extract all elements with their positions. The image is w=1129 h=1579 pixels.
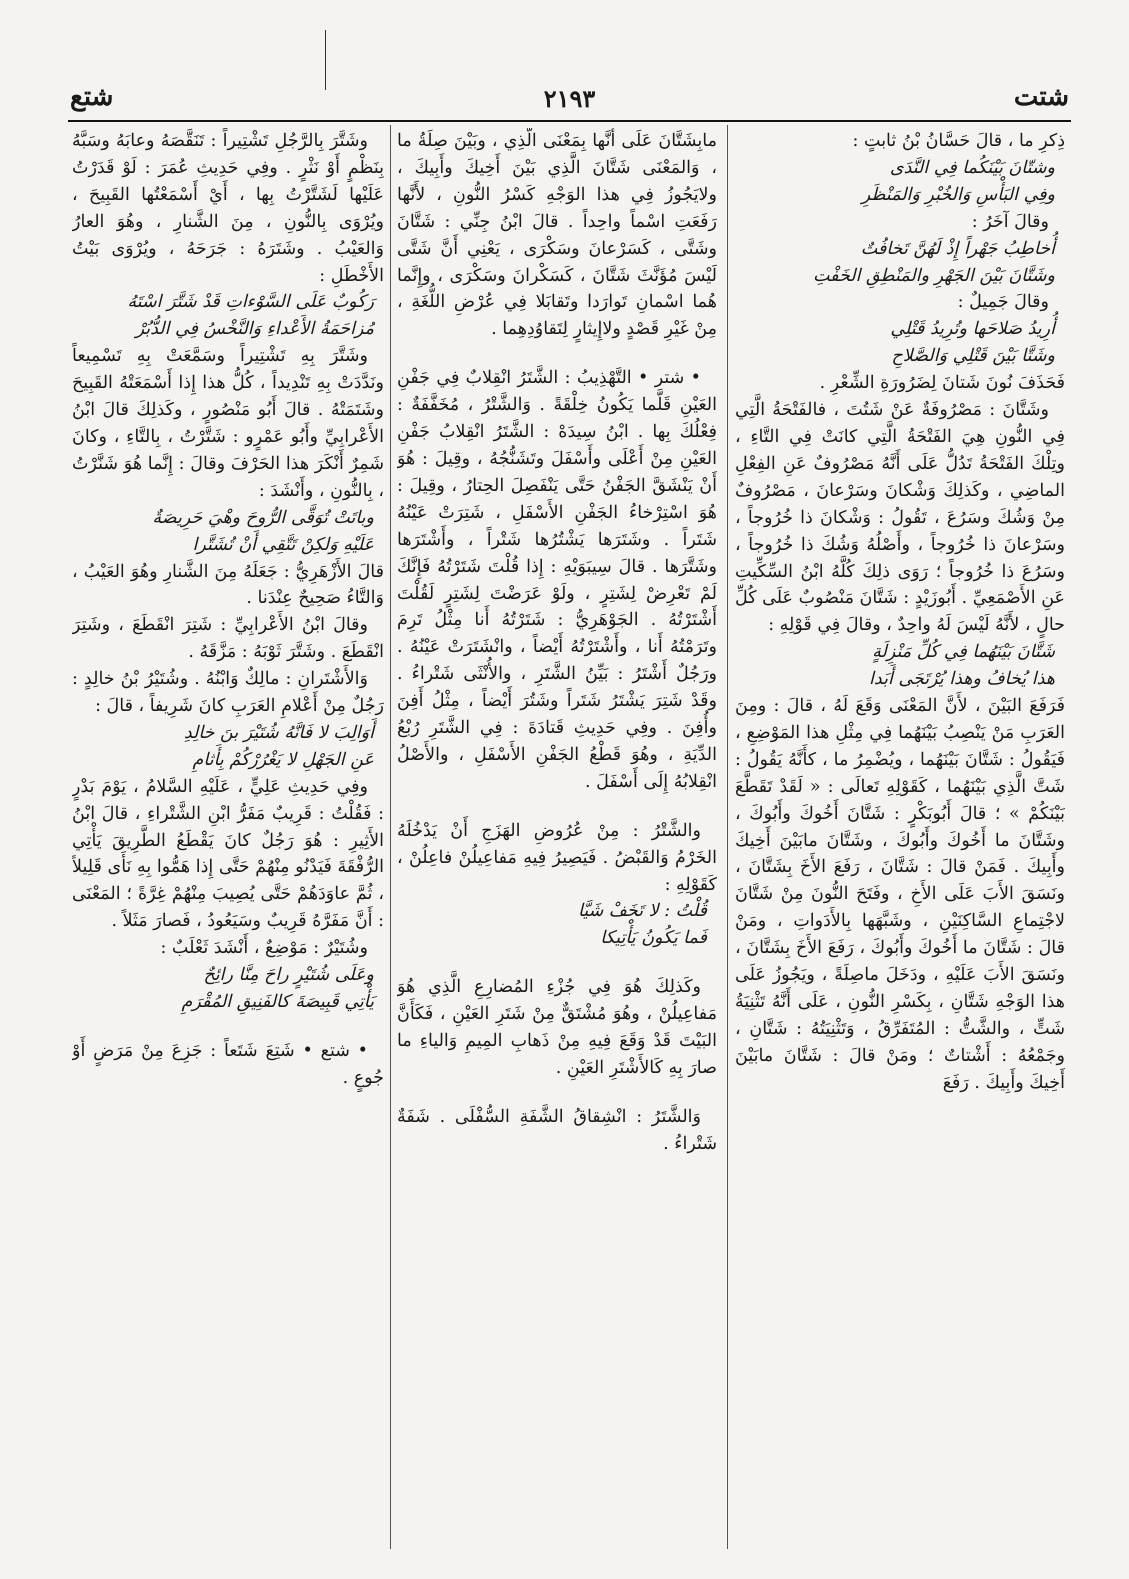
verse-line: وشتّانَ بَيْنَكُما فِي النَّدَى <box>889 157 1055 178</box>
scan-mark <box>325 30 326 90</box>
paragraph: وقالَ ابْنُ الأَعْرابِيِّ : شَتِرَ انْقَطَعَ ، وشَتِرَ انْقَطَعَ . وشَتَّرَ ثَوْبَهُ : مَزَّقَهُ . <box>72 615 384 663</box>
verse-line: عَلَيْهِ وَلكِنْ تَتَّقِي أَنْ تُشَتَّرا <box>192 534 374 555</box>
page-number: ٢١٩٣ <box>543 84 596 113</box>
paragraph: وشُتَيْرٌ : مَوْضِعٌ ، أَنْشَدَ ثَعْلَبٌ : <box>160 938 368 959</box>
verse-line: شَتَّانَ بَيْنَهُما فِي كُلِّ مَنْزِلَةٍ <box>872 642 1055 663</box>
header-rule <box>68 120 1071 122</box>
paragraph: وشَتَّرَ بِهِ تَشْتِيراً وسَمَّعَتْ بِهِ تَسْمِيعاً ونَدَّدَتْ بِهِ تَنْدِيداً ، كُلُّ هذا إِذا أَسْمَعَتْهُ القَبِيحَ وشَتَمَتْهُ . قالَ أَبُو مَنْصُورٍ ، وكَذلِكَ قالَ ابْنُ الأَعْرابِيِّ وأَبُو عَمْرٍو : شَتَّرْتُ ، بِالتَّاءِ ، وكانَ شَمِرٌ أَنْكَرَ هذا الحَرْفَ وقالَ : إِنَّما هُوَ شَنَّرْتُ ، بِالنُّونِ ، وأَنْشَدَ : <box>72 346 384 501</box>
column-right <box>735 128 1065 1539</box>
verse-line: عَنِ الجَهْلِ لا يَغْرُرْكُمْ بِأَثامِ <box>192 749 374 770</box>
page-header <box>70 82 1069 122</box>
paragraph: فَرَفَعَ البَيْنَ ، لأَنَّ المَعْنَى وَقَعَ لَهُ ، قالَ : ومِنَ العَرَبِ مَنْ يَنْصِبُ بَيْنَهُما فِي مِثْلِ هذا المَوْضِعِ ، فَيَقُولُ : شَتَّانَ بَيْنَهُما ، ويُضْمِرُ ما ، كأَنَّهُ يَقُولُ : شَتَّ الَّذِي بَيْنَهُما ، كَقَوْلِهِ تَعالَى : « لَقَدْ تَقَطَّعَ بَيْنَكُمْ » ؛ قالَ أَبُوبَكْرٍ : شَتَّانَ أَخُوكَ وأَبُوكَ ، وشَتَّانَ ما أَخُوكَ وأَبُوكَ ، وشَتَّانَ مابَيْنَ أَخِيكَ وأَبِيكَ . فَمَنْ قالَ : شَتَّانَ ، رَفَعَ الأَخَ بِشَتَّانَ ، ونَسَقَ الأَبَ عَلَى الأَخِ ، وفَتَحَ النُّونَ مِنْ شَتَّانَ لاجْتِماعِ السَّاكِنَيْنِ ، وشَبَّهَها بِالأَدَواتِ ، ومَنْ قالَ : شَتَّانَ ما أَخُوكَ وأَبُوكَ ، رَفَعَ الأَخَ بِشَتَّانَ ، ونَسَقَ الأَبَ عَلَيْهِ ، ودَخَلَ ماصِلَةً ، ويَجُوزُ عَلَى هذا الوَجْهِ شَتَّانِ ، بِكَسْرِ النُّونِ ، عَلَى أَنَّهُ تَثْنِيَةُ شَتٍّ ، والشَّتُّ : المُتَفَرِّقُ ، وَتَثْنِيَتُهُ : شَتَّانِ ، وجَمْعُهُ : أَشْتاتٌ ؛ ومَنْ قالَ : شَتَّانَ مابَيْنَ أَخِيكَ وأَبِيكَ . رَفَعَ <box>735 696 1065 1093</box>
verse-line: أُخاطِبُ جَهْراً إِذْ لَهُنَّ تَخافُتٌ <box>860 238 1055 259</box>
header-right-word: شتت <box>1013 82 1069 112</box>
paragraph: ذِكرِ ما ، قالَ حَسَّانُ بْنُ ثابتٍ : <box>852 131 1065 151</box>
paragraph: وقالَ جَمِيلٌ : <box>957 292 1049 313</box>
verse-line: رَكُوبٌ عَلَى السَّوْءاتِ قَدْ شَتَّرَ اسْتَهُ <box>127 292 374 313</box>
verse-line: يَأْتِي قَبِيصَةَ كالفَنِيقِ المُقْرَمِ <box>181 992 374 1012</box>
header-left-word: شتع <box>70 82 114 112</box>
paragraph: وشَتَّانَ : مَصْرُوفَةٌ عَنْ شَتُتَ ، فالفَتْحَةُ الَّتِي فِي النُّونِ هِيَ الفَتْحَةُ الَّتِي كانَتْ فِي التَّاءِ ، وتِلْكَ الفَتْحَةُ تَدُلُّ عَلَى أَنَّهُ مَصْرُوفٌ عَنِ الفِعْلِ الماضِي ، وكَذلِكَ وَشْكانَ وسَرْعانَ ، مَصْرُوفٌ مِنْ وَشُكَ وسَرُعَ ، تَقُولُ : وَشْكانَ ذا خُرُوجاً ، وسَرْعانَ ذا خُرُوجاً ، وأَصْلُهُ وَشُكَ ذا خُرُوجاً ، وسَرُعَ ذا خُرُوجاً ؛ رَوَى ذلِكَ كُلَّهُ ابْنُ السِّكِّيتِ عَنِ الأَصْمَعِيِّ . أَبُوزَيْدٍ : شَتَّانَ مَنْصُوبٌ عَلَى كُلِّ حالٍ ، لأَنَّهُ لَيْسَ لَهُ واحِدٌ ، وقالَ فِي قَوْلِهِ : <box>735 400 1065 636</box>
paragraph: والشَّتْرُ : مِنْ عُرُوضِ الهَزَجِ أَنْ يَدْخُلَهُ الخَرْمُ وَالقَبْضُ . فَيَصِيرُ فِيهِ مَفاعِيلُنْ فاعِلُنْ ، كَقَوْلِهِ : <box>397 820 717 895</box>
verse-line: وفِي البَأْسِ وَالخُبْرِ وَالمَنْظَرِ <box>861 184 1055 205</box>
verse-line: وعَلَى شُتَيْرٍ راحَ مِنَّا رائِحٌ <box>203 965 374 986</box>
paragraph: وكَذلِكَ هُوَ فِي جُزْءِ المُضارِعِ الَّذِي هُوَ مَفاعِيلُنْ ، وهُوَ مُشْتَقٌّ مِنْ شَتَرِ العَيْنِ ، فَكَأَنَّ البَيْتَ قَدْ وَقَعَ فِيهِ مِنْ ذَهابِ المِيمِ وَالياءِ ما صارَ بِهِ كَالأَشْتَرِ العَيْنِ . <box>397 977 717 1078</box>
column-middle <box>397 128 717 1539</box>
paragraph: وشَتَّرَ بِالرَّجُلِ تَشْتِيراً : تَنَقَّصَهُ وعابَهُ وسَبَّهُ بِنَظْمٍ أَوْ نَثْرٍ . وفِي حَدِيثِ عُمَرَ : لَوْ قَدَرْتُ عَلَيْها لَشَتَّرْتُ بِها ، أَيْ أَسْمَعْتُها القَبِيحَ ، ويُرْوَى بِالنُّونِ ، مِنَ الشَّنارِ ، وهُوَ العارُ وَالعَيْبُ . وشَتَرَهُ : جَرَحَهُ ، ويُرْوَى بَيْتُ الأَخْطَلِ : <box>72 131 384 286</box>
verse-line: قُلْتُ : لا تَخَفْ شَيَّا <box>577 901 707 922</box>
paragraph: قالَ الأَزْهَرِيُّ : جَعَلَهُ مِنَ الشَّنارِ وهُوَ العَيْبُ ، وَالتَّاءُ صَحِيحٌ عِنْدَنا . <box>72 561 384 609</box>
verse-line: أُرِيدُ صَلاحَها وتُرِيدُ قَتْلِي <box>890 319 1055 340</box>
verse-line: وشَتَّانَ بَيْنَ الجَهْرِ والمَنْطِقِ الخَفْتِ <box>812 265 1055 286</box>
paragraph: وَالشَّتَرُ : انْشِقاقُ الشَّفَةِ السُّفْلَى . شَفَةٌ شَتْراءُ . <box>397 1106 717 1154</box>
column-left <box>72 128 384 1539</box>
paragraph: وَالأَشْتَرانِ : مالِكٌ وَابْنُهُ . وشُتَيْرُ بْنُ خالِدٍ : رَجُلٌ مِنْ أَعْلامِ العَرَبِ كانَ شَرِيفاً ، قالَ : <box>72 669 384 717</box>
paragraph: وقالَ آخَرُ : <box>971 211 1049 232</box>
paragraph: مابِشَتَّانَ عَلَى أَنَّها بِمَعْنَى الَّذِي ، وبَيْنَ صِلَةُ ما ، وَالمَعْنَى شَتَّانَ الَّذِي بَيْنَ أَخِيكَ وأَبِيكَ ، ولايَجُوزُ فِي هذا الوَجْهِ كَسْرُ النُّونِ ، لأَنَّها رَفَعَتِ اسْماً واحِداً . قالَ ابْنُ جِنِّي : شَتَّانَ وشَتَّى ، كَسَرْعانَ وسَكْرَى ، يَعْنِي أَنَّ شَتَّى لَيْسَ مُؤَنَّثَ شَتَّانَ ، كَسَكْرانَ وسَكْرَى ، وإِنَّما هُما اسْمانِ تَوارَدا وتَقابَلا فِي عُرْضِ اللُّغَةِ ، مِنْ غَيْرِ قَصْدٍ ولاإِيثارٍ لِتَقاوُدِهِما . <box>397 131 717 340</box>
paragraph: وفِي حَدِيثِ عَلِيٍّ ، عَلَيْهِ السَّلامُ ، يَوْمَ بَدْرٍ : فَقُلْتُ : قَرِيبٌ مَفَرُّ ابْنِ الشَّتْراءِ ، قالَ ابْنُ الأَثِيرِ : هُوَ رَجُلٌ كانَ يَقْطَعُ الطَّرِيقَ يَأْتِي الرُّفْقَةَ فَيَدْنُو مِنْهُمْ حَتَّى إِذا هَمُّوا بِهِ نَأَى قَلِيلاً ، ثُمَّ عاوَدَهُمْ حَتَّى يُصِيبَ مِنْهُمْ غِرَّةً ؛ المَعْنَى : أَنَّ مَفَرَّهُ قَرِيبٌ وسَيَعُودُ ، فَصارَ مَثَلاً . <box>72 776 384 932</box>
column-divider <box>390 125 391 1549</box>
verse-line: وشَتَّا بَيْنَ قَتْلِي وَالصَّلاحِ <box>891 346 1055 367</box>
entry-shta: • شتع • شَتِعَ شَتَعاً : جَزِعَ مِنْ مَرَضٍ أَوْ جُوعٍ . <box>72 1040 384 1088</box>
verse-line: مُزاحَمَةُ الأَعْداءِ وَالنَّخْسُ فِي الدُّبُرْ <box>135 319 374 340</box>
column-divider <box>727 125 728 1549</box>
verse-line: هذا يُخافُ وهذا يُرْتَجَى أَبَدا <box>869 669 1055 690</box>
verse-line: فَما يَكُونُ يَأْتِيكا <box>600 928 707 949</box>
verse-line: وباتَتْ تُوَقَّى الرُّوحَ وهْيَ حَرِيصَةٌ <box>152 507 374 528</box>
verse-line: أَوَالِبَ لا فَانَّهُ شُتَيْرَ بنَ خالِدِ <box>183 722 374 743</box>
entry-shtr: • شتر • التَّهْذِيبُ : الشَّتَرُ انْقِلابٌ فِي جَفْنِ العَيْنِ قَلَّما يَكُونُ خِلْقَةً . وَالشَّتْرُ ، مُخَفَّفَةٌ : فِعْلُكَ بِها . ابْنُ سِيدَهْ : الشَّتَرُ انْقِلابُ جَفْنِ العَيْنِ مِنْ أَعْلَى وأَسْفَلَ وتَشَنُّجُهُ ، وقِيلَ : هُوَ أَنْ يَنْشَقَّ الجَفْنُ حَتَّى يَنْفَصِلَ الحِتارُ ، وقِيلَ : هُوَ اسْتِرْخاءُ الجَفْنِ الأَسْفَلِ ، شَتِرَتْ عَيْنُهُ شَتَراً . وشَتَرَها يَشْتُرُها شَتْراً ، وأَشْتَرَها وشَتَّرَها . قالَ سِيبَوَيْهِ : إِذا قُلْتَ شَتَرْتُهُ فَإِنَّكَ لَمْ تَعْرِضْ لِشَتِرٍ ، ولَوْ عَرَضْتَ لِشَتِرٍ لَقُلْتَ أَشْتَرْتُهُ . الجَوْهَرِيُّ : شَتَرْتُهُ أَنا مِثْلُ تَرِمَ وتَرَمْتُهُ أَنا ، وأَشْتَرْتُهُ أَيْضاً ، وانْشَتَرَتْ عَيْنُهُ . ورَجُلٌ أَشْتَرُ : بَيِّنُ الشَّتَرِ ، والأُنْثَى شَتْراءُ . وقَدْ شَتِرَ يَشْتَرُ شَتَراً وشَتُرَ أَيْضاً ، مِثْلُ أَفِنَ وأُفِنَ . وفِي حَدِيثِ قَتادَةَ : فِي الشَّتَرِ رُبْعُ الدِّيَةِ ، وهُوَ قَطْعُ الجَفْنِ الأَسْفَلِ ، والأَصْلُ انْقِلابُهُ إِلَى أَسْفَلَ . <box>397 368 717 792</box>
paragraph: فَحَذَفَ نُونَ شَتانَ لِضَرُورَةِ الشِّعْرِ . <box>819 373 1065 394</box>
